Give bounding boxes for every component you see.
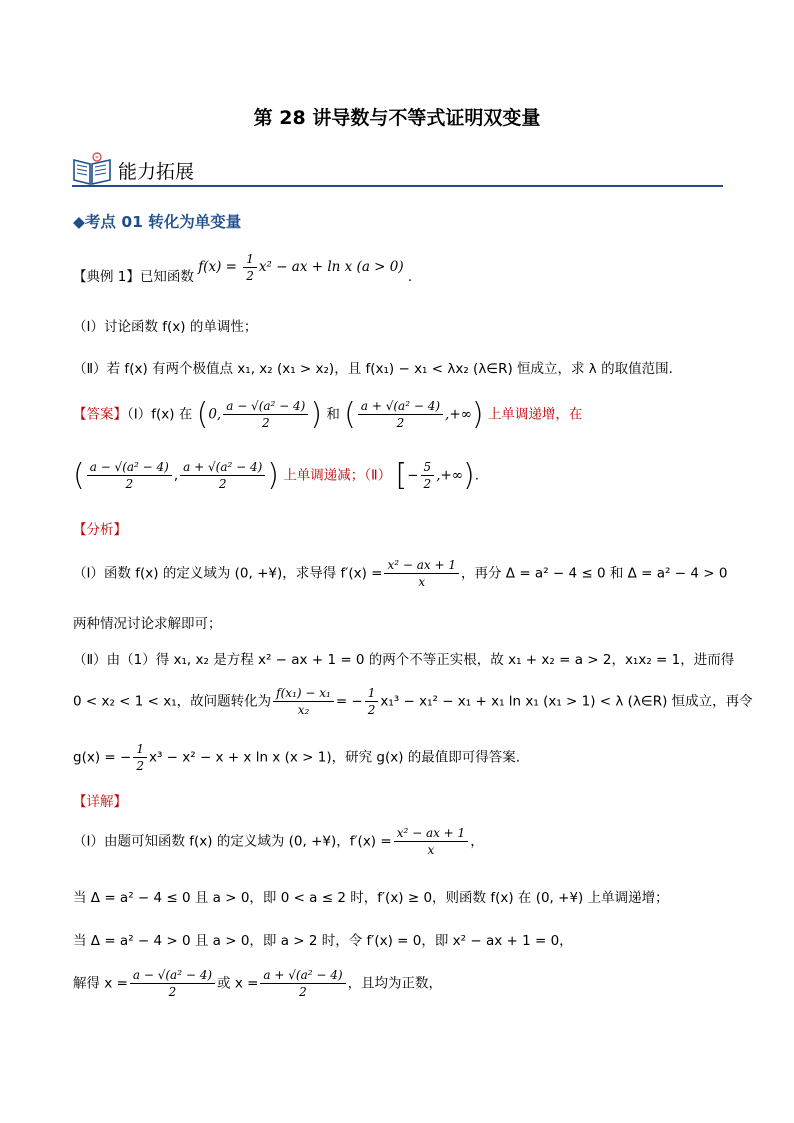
analysis-line-1: （Ⅰ）函数 f(x) 的定义域为 (0, +¥)，求导得 f′(x) = $\frac{\text{x² − ax + 1}}{x}$ ，再分 Δ = a² − 4 ≤ 0 和 Δ = a² − 4 > 0 <box>73 558 728 589</box>
section-banner: 能力拓展 <box>118 161 195 183</box>
detail-line-3: 当 Δ = a² − 4 > 0 且 a > 0，即 a > 2 时，令 f′(x) = 0，即 x² − ax + 1 = 0， <box>73 933 573 949</box>
example-statement: 【典例 1】已知函数 f(x) = $\frac{1}{2}$ x² − ax + ln x (a > 0) . <box>73 252 413 285</box>
analysis-line-5: g(x) = − $\frac{1}{2}$ x³ − x² − x + x ln x (x > 1)，研究 g(x) 的最值即可得答案. <box>73 742 521 773</box>
example-function: f(x) = $\frac{1}{2}$ x² − ax + ln x (a > 0) <box>198 252 404 283</box>
topic-heading: ◆考点 01 转化为单变量 <box>73 213 242 231</box>
question-1: （Ⅰ）讨论函数 f(x) 的单调性； <box>73 319 258 335</box>
page-title: 第 28 讲导数与不等式证明双变量 <box>253 107 541 129</box>
detail-line-1: （Ⅰ）由题可知函数 f(x) 的定义域为 (0, +¥)，f′(x) = $\frac{\text{x² − ax + 1}}{x}$ ， <box>73 826 484 857</box>
analysis-label: 【分析】 <box>73 522 127 538</box>
question-2: （Ⅱ）若 f(x) 有两个极值点 x₁, x₂ (x₁ > x₂)，且 f(x₁) − x₁ < λx₂ (λ∈R) 恒成立，求 λ 的取值范围. <box>73 361 673 377</box>
answer-line-2: ( $\frac{\text{a − √(a² − 4)}}{2}$ , $\frac{\text{a + √(a² − 4)}}{2}$ ) 上单调递减；（Ⅱ） [− $\frac{5}{2}$ ,+∞). <box>73 458 480 493</box>
detail-line-4: 解得 x = $\frac{\text{a − √(a² − 4)}}{2}$ 或 x = $\frac{\text{a + √(a² − 4)}}{2}$ ，且均为正数， <box>73 968 443 999</box>
detail-line-2: 当 Δ = a² − 4 ≤ 0 且 a > 0，即 0 < a ≤ 2 时，f′(x) ≥ 0，则函数 f(x) 在 (0, +¥) 上单调递增； <box>73 890 669 906</box>
analysis-line-4: 0 < x₂ < 1 < x₁，故问题转化为 $\frac{\text{f(x₁) − x₁}}{\text{x₂}}$ = − $\frac{1}{2}$ x₁³ − x₁² − x₁ + x₁ ln x₁ (x₁ > 1) < λ (λ∈R) 恒成立，再令 <box>73 686 753 717</box>
example-tag: 【典例 1】已知函数 <box>73 269 194 285</box>
answer-label: 【答案】 <box>73 406 127 423</box>
analysis-line-3: （Ⅱ）由（1）得 x₁, x₂ 是方程 x² − ax + 1 = 0 的两个不等正实根，故 x₁ + x₂ = a > 2，x₁x₂ = 1，进而得 <box>73 652 735 668</box>
detail-label: 【详解】 <box>73 794 127 810</box>
book-icon <box>72 152 112 186</box>
analysis-line-2: 两种情况讨论求解即可； <box>73 616 222 632</box>
answer-line-1: 【答案】（Ⅰ）f(x) 在 (0, $\frac{\text{a − √(a² − 4)}}{2}$ ) 和 ( $\frac{\text{a + √(a² − 4)}}{2}$ ,+∞) 上单调递增，在 <box>73 397 583 432</box>
banner-divider <box>72 185 723 187</box>
